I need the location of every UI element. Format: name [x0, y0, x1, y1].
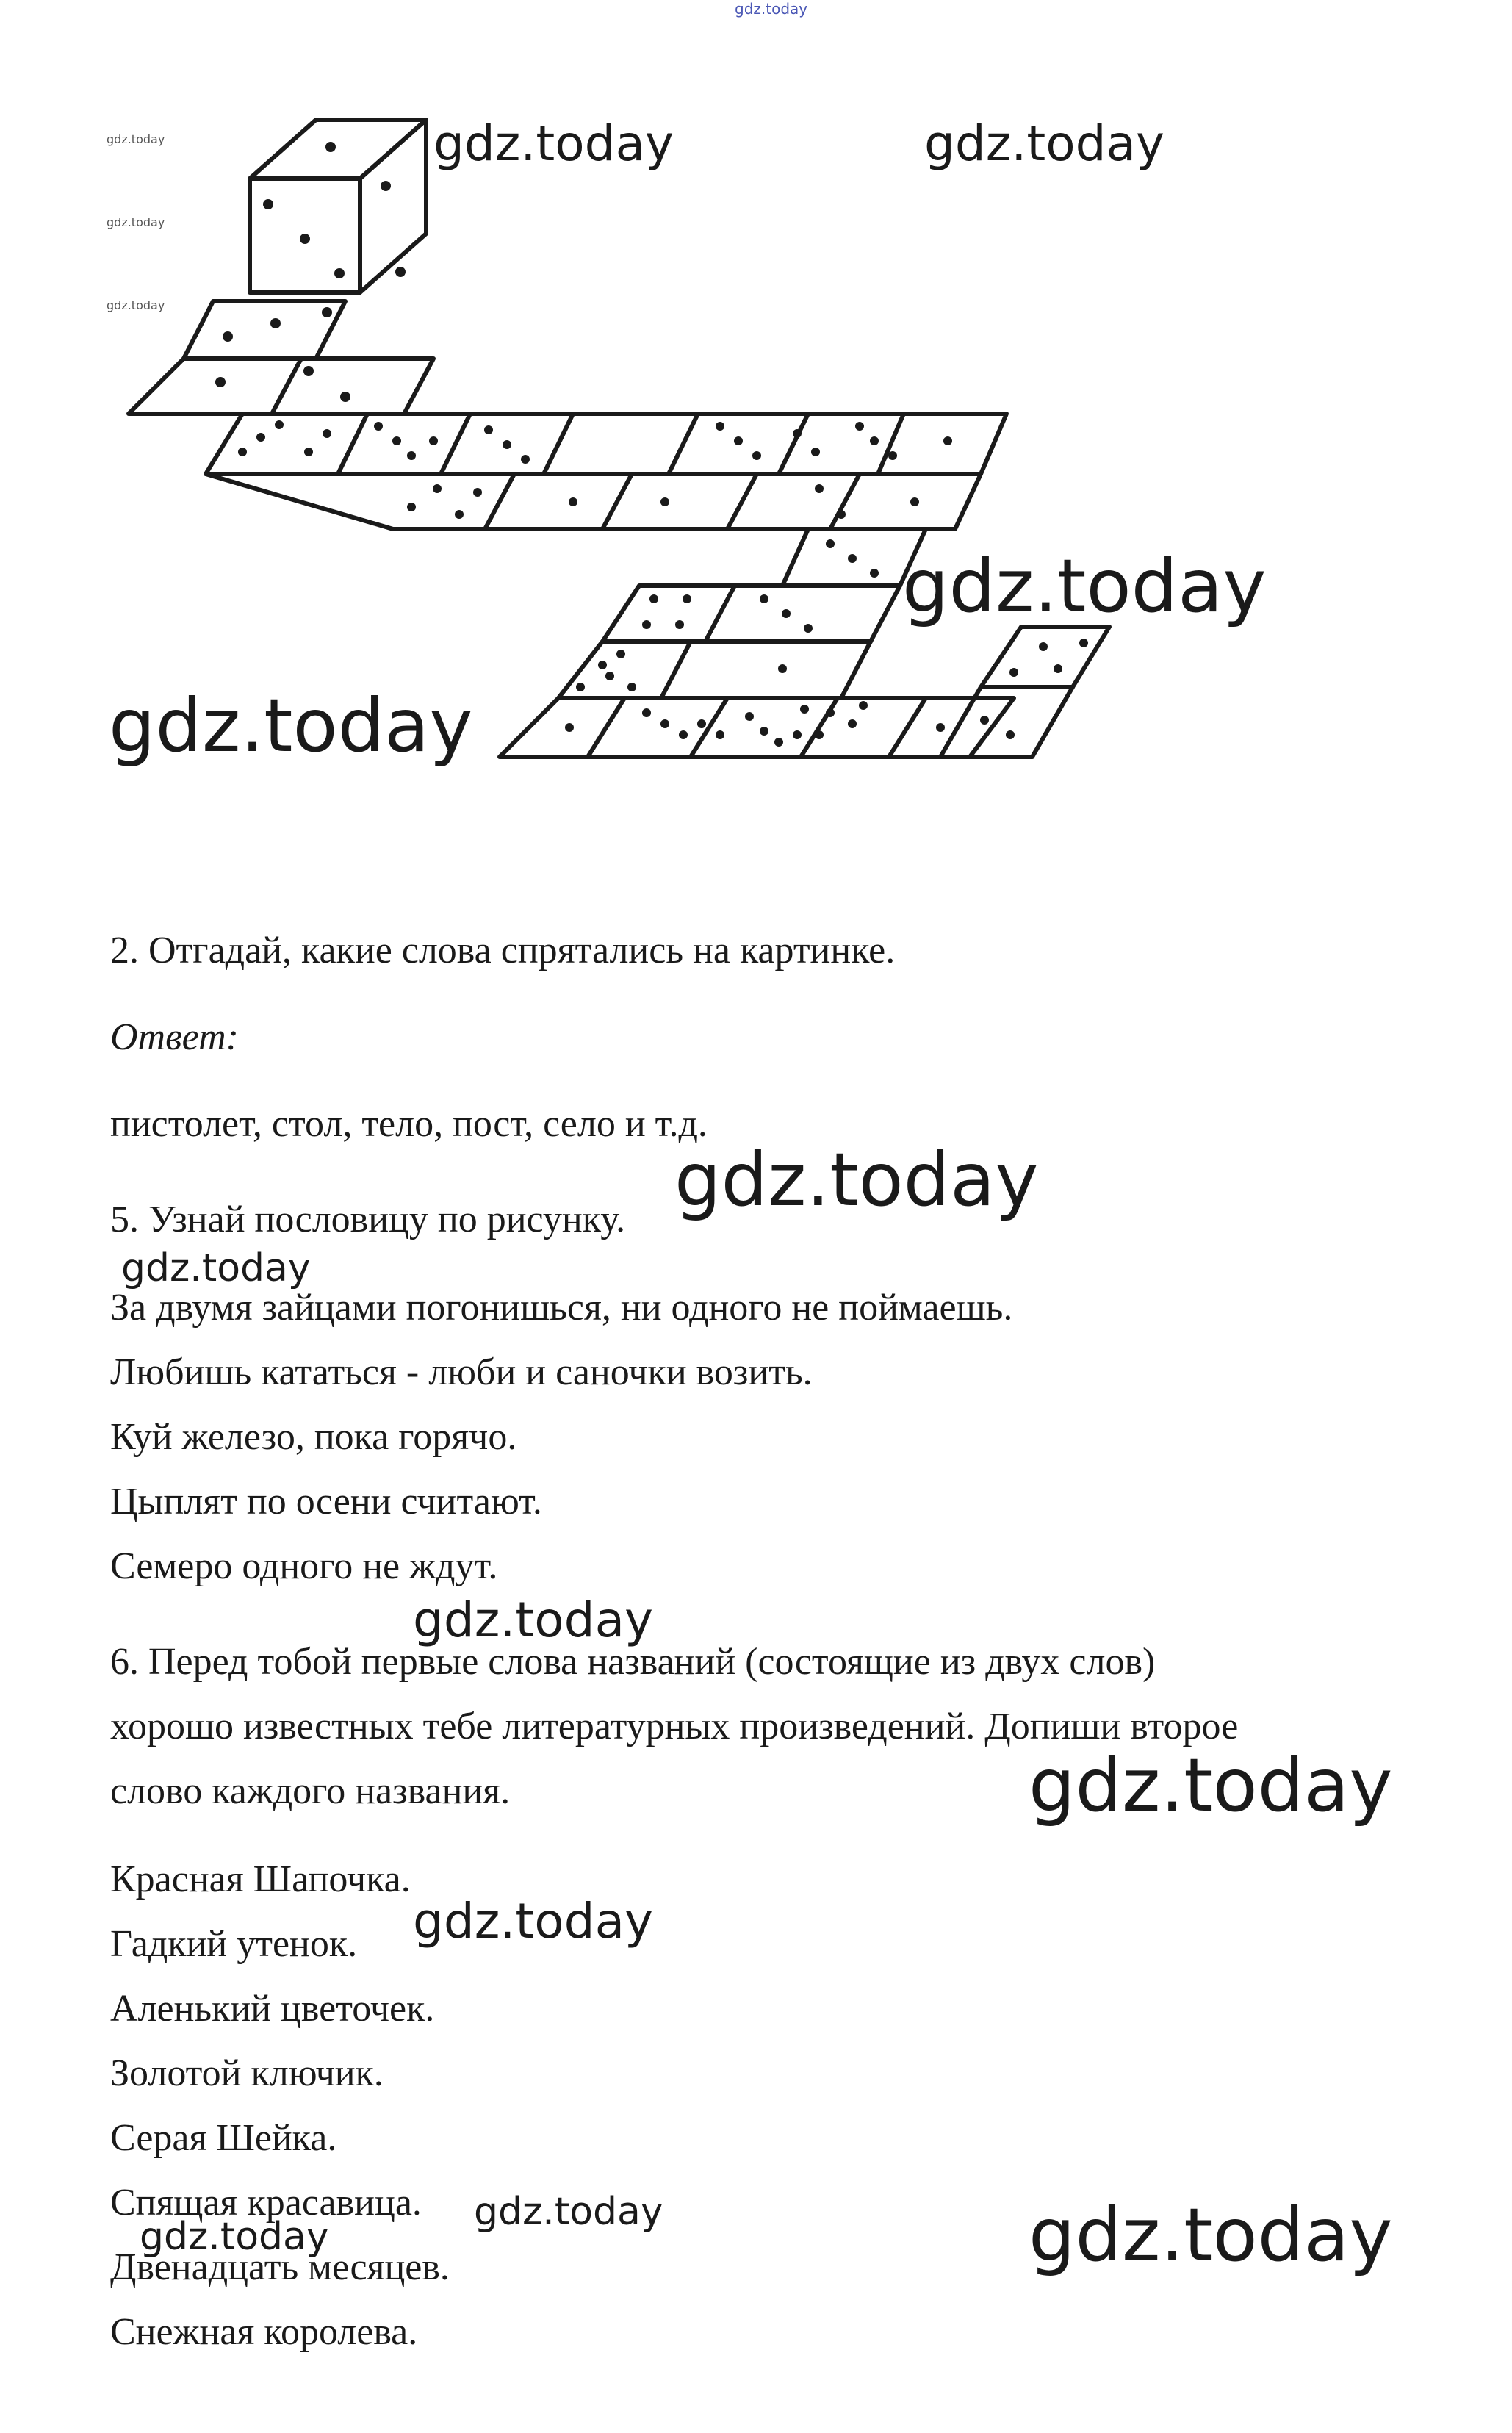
watermark: gdz.today	[474, 2190, 663, 2234]
watermark-side: gdz.today	[107, 215, 165, 229]
book-title: Спящая красавица.	[110, 2182, 422, 2224]
task6-question-line: слово каждого названия.	[110, 1770, 511, 1812]
watermark: gdz.today	[413, 1592, 654, 1648]
watermark: gdz.today	[109, 683, 473, 769]
watermark: gdz.today	[413, 1893, 654, 1949]
book-title: Снежная королева.	[110, 2311, 418, 2353]
task2-answer: пистолет, стол, тело, пост, село и т.д.	[110, 1103, 708, 1145]
watermark: gdz.today	[674, 1137, 1039, 1223]
watermark-top: gdz.today	[735, 0, 808, 18]
domino-upper-row	[129, 301, 1007, 529]
proverb-line: Любишь кататься - люби и саночки возить.	[110, 1351, 813, 1393]
task5-question: 5. Узнай пословицу по рисунку.	[110, 1198, 626, 1240]
domino-pips	[215, 142, 1088, 747]
watermark: gdz.today	[902, 543, 1267, 629]
watermark: gdz.today	[121, 1246, 311, 1290]
proverb-line: За двумя зайцами погонишься, ни одного не поймаешь.	[110, 1287, 1013, 1329]
task2-question: 2. Отгадай, какие слова спрятались на картинке.	[110, 930, 896, 971]
watermark: gdz.today	[140, 2215, 329, 2259]
book-title: Аленький цветочек.	[110, 1988, 435, 2030]
task6-question-line: 6. Перед тобой первые слова названий (состоящие из двух слов)	[110, 1641, 1156, 1683]
watermark: gdz.today	[1029, 2192, 1393, 2278]
book-title: Гадкий утенок.	[110, 1923, 358, 1965]
task6-question-line: хорошо известных тебе литературных произведений. Допиши второе	[110, 1706, 1239, 1747]
domino-middle-column	[558, 529, 926, 698]
watermark-side: gdz.today	[107, 132, 165, 146]
answer-label: Ответ:	[110, 1016, 239, 1058]
domino-lower-row	[500, 627, 1109, 757]
watermark: gdz.today	[1029, 1742, 1393, 1828]
watermark: gdz.today	[924, 115, 1165, 172]
proverb-line: Куй железо, пока горячо.	[110, 1416, 517, 1458]
book-title: Двенадцать месяцев.	[110, 2246, 450, 2288]
proverb-line: Цыплят по осени считают.	[110, 1481, 542, 1523]
watermark: gdz.today	[433, 115, 674, 172]
book-title: Золотой ключик.	[110, 2052, 384, 2094]
watermark-side: gdz.today	[107, 298, 165, 312]
dice-cube	[250, 120, 426, 292]
book-title: Красная Шапочка.	[110, 1858, 411, 1900]
book-title: Серая Шейка.	[110, 2117, 337, 2159]
proverb-line: Семеро одного не ждут.	[110, 1545, 498, 1587]
